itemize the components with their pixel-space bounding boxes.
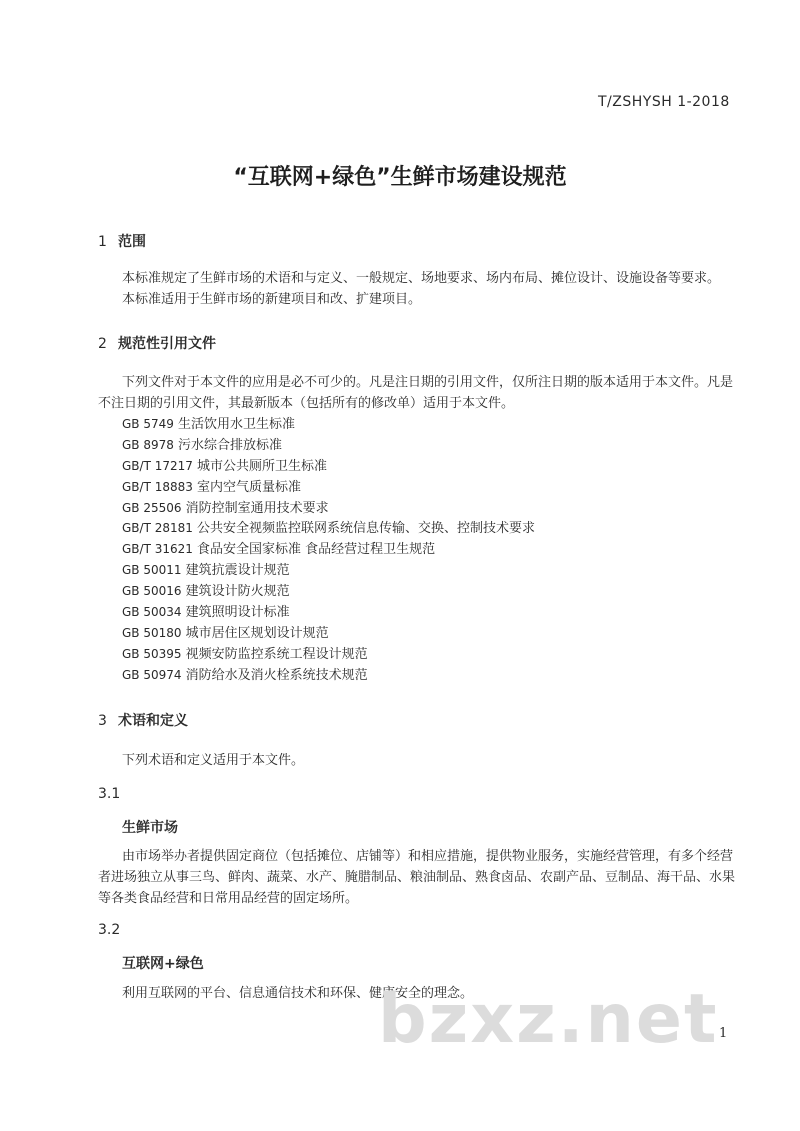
- clause-number: 3.1: [98, 786, 121, 802]
- clause-number: 3.2: [98, 922, 121, 938]
- watermark: bzxz.net: [378, 980, 719, 1059]
- section-title: 术语和定义: [118, 713, 188, 729]
- section-number: 3: [98, 713, 107, 729]
- references-intro-text: 下列文件对于本文件的应用是必不可少的。凡是注日期的引用文件，仅所注日期的版本适用于本文件。凡是不注日期的引用文件，其最新版本（包括所有的修改单）适用于本文件。: [98, 375, 734, 411]
- term-name: 生鲜市场: [122, 820, 178, 836]
- reference-code: GB 50974: [122, 667, 182, 682]
- reference-title: 视频安防监控系统工程设计规范: [185, 646, 368, 662]
- scope-paragraph-1: 本标准规定了生鲜市场的术语和与定义、一般规定、场地要求、场内布局、摊位设计、设施设备等要求。: [122, 271, 721, 286]
- reference-item: [122, 560, 535, 581]
- reference-item: [122, 644, 535, 665]
- reference-title: 建筑设计防火规范: [185, 584, 290, 600]
- reference-code: GB/T 18883: [122, 479, 193, 494]
- reference-title: 消防给水及消火栓系统技术规范: [185, 667, 368, 683]
- reference-title: 公共安全视频监控联网系统信息传输、交换、控制技术要求: [197, 521, 536, 537]
- reference-code: GB/T 28181: [122, 521, 193, 536]
- reference-code: GB 50011: [122, 563, 182, 578]
- reference-code: GB 50016: [122, 584, 182, 599]
- document-title: “互联网+绿色”生鲜市场建设规范: [233, 165, 567, 190]
- section-number: 1: [98, 234, 107, 250]
- section-title: 规范性引用文件: [118, 336, 216, 352]
- normative-references-list: [122, 414, 535, 686]
- reference-code: GB/T 31621: [122, 542, 193, 557]
- reference-item: [122, 581, 535, 602]
- reference-title: 食品安全国家标准 食品经营过程卫生规范: [197, 542, 436, 558]
- reference-title: 室内空气质量标准: [197, 479, 302, 495]
- section-1-heading: [98, 231, 146, 251]
- reference-title: 建筑照明设计标准: [185, 605, 290, 621]
- reference-item: [122, 539, 535, 560]
- section-3-heading: [98, 710, 188, 730]
- reference-code: GB/T 17217: [122, 458, 193, 473]
- reference-title: 城市公共厕所卫生标准: [197, 458, 328, 474]
- section-title: 范围: [118, 234, 146, 250]
- reference-title: 建筑抗震设计规范: [185, 563, 290, 579]
- term-definition-text: 由市场举办者提供固定商位（包括摊位、店铺等）和相应措施，提供物业服务，实施经营管理，有多个经营者进场独立从事三鸟、鲜肉、蔬菜、水产、腌腊制品、粮油制品、熟食卤品、农副产品、豆制品、海干品、水果等各类食品经营和日常用品经营的固定场所。: [98, 849, 736, 906]
- terms-intro: 下列术语和定义适用于本文件。: [122, 753, 305, 768]
- term-definition: 利用互联网的平台、信息通信技术和环保、健康安全的理念。: [122, 986, 474, 1001]
- reference-item: [122, 665, 535, 686]
- reference-title: 消防控制室通用技术要求: [185, 500, 329, 516]
- reference-code: GB 50180: [122, 625, 182, 640]
- reference-code: GB 5749: [122, 417, 174, 431]
- reference-item: [122, 477, 535, 498]
- reference-item: [122, 456, 535, 477]
- reference-code: GB 25506: [122, 500, 182, 515]
- reference-title: 生活饮用水卫生标准: [178, 417, 296, 432]
- reference-item: [122, 435, 535, 456]
- document-number: T/ZSHYSH 1-2018: [598, 94, 730, 110]
- reference-item: [122, 498, 535, 519]
- reference-item: [122, 623, 535, 644]
- term-definition: [98, 846, 744, 909]
- scope-paragraph-2: 本标准适用于生鲜市场的新建项目和改、扩建项目。: [122, 292, 422, 307]
- page-number: 1: [719, 1026, 728, 1041]
- reference-item: [122, 518, 535, 539]
- reference-code: GB 50395: [122, 646, 182, 661]
- reference-code: GB 8978: [122, 437, 174, 452]
- reference-item: [122, 602, 535, 623]
- references-intro: [98, 372, 744, 414]
- term-name: 互联网+绿色: [122, 956, 204, 972]
- section-2-heading: [98, 333, 216, 353]
- reference-title: 污水综合排放标准: [178, 437, 283, 453]
- reference-item: [122, 414, 535, 435]
- section-number: 2: [98, 336, 107, 352]
- reference-code: GB 50034: [122, 605, 182, 620]
- reference-title: 城市居住区规划设计规范: [185, 625, 329, 641]
